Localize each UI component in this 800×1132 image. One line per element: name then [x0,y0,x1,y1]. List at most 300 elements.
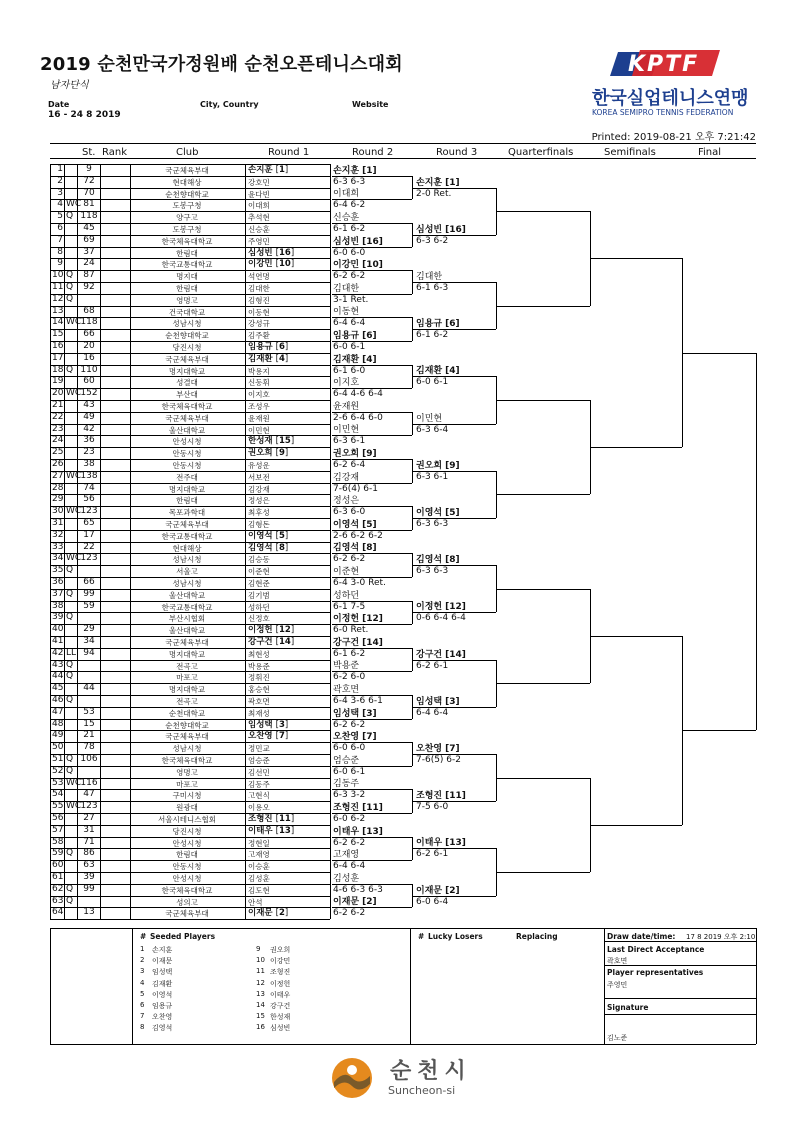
player-name [248,908,288,919]
player-name-text: 정휘진 [248,673,270,683]
round3-score: 6-3 6-3 [416,566,449,577]
seed-name: 오찬영 [152,1013,173,1022]
round2-winner-seed: 4 [366,354,373,365]
player-name [248,696,270,707]
player-seed-bracket-close: ] [284,165,289,175]
round3-winner [416,272,442,282]
seed-number: 3 [140,967,145,976]
round3-winner-seed: 9 [449,460,456,471]
row-number: 38 [52,600,64,611]
row-number: 23 [52,423,64,434]
round2-winner-name: 곽호면 [333,685,360,695]
row-number: 53 [52,777,64,788]
player-name [248,507,270,518]
round3-winner-seed: 11 [449,791,462,802]
date-label: Date [48,100,70,109]
draw-row-rule [50,294,330,295]
player-row [0,211,800,223]
round2-score: 6-0 Ret. [333,625,369,636]
round2-winner-seed: 6 [366,331,373,341]
player-name-text: 권오희 [248,448,273,459]
round2-winner-seed-close: ] [372,354,377,365]
draw-row-rule [50,435,330,436]
round2-score: 6-4 6-4 [333,318,366,329]
player-club: 안성시청 [172,838,202,848]
player-seed-bracket-close: ] [290,625,295,636]
draw-row-rule [50,719,330,720]
round2-winner [333,732,377,742]
draw-row-rule [50,896,330,897]
player-name [248,377,270,388]
player-rank: 17 [83,529,95,540]
seed-number: 12 [256,978,265,987]
player-name-text: 추석현 [248,213,270,223]
col-header-round1: Round 1 [268,147,310,158]
round3-winner-name: 오찬영 [416,744,443,754]
player-name [248,318,270,329]
player-row [0,424,800,436]
round3-line [412,518,496,519]
player-club: 전주대 [176,472,198,482]
city-label: City, Country [200,100,259,109]
player-rank: 65 [83,518,95,528]
round2-winner-seed: 5 [366,519,373,530]
round3-winner [416,886,460,896]
player-rank: 106 [80,754,98,764]
player-rank: 63 [83,860,95,871]
round2-line [332,860,412,861]
player-seed-bracket-close: ] [290,436,295,447]
round2-winner [333,803,383,813]
draw-row-rule [50,306,330,307]
round3-winner-seed-close: ] [461,791,466,802]
player-rank: 20 [83,341,95,351]
player-row [0,247,800,259]
player-rank: 123 [80,506,98,517]
player-seed-bracket-close: ] [284,342,289,352]
final-line [682,730,756,731]
player-rank: 69 [83,234,95,245]
seed-name: 이정헌 [270,979,291,988]
round2-score: 6-2 6-2 [333,271,366,282]
round2-winner [333,850,359,860]
player-name-text: 이승훈 [248,862,270,872]
player-row [0,542,800,554]
row-number: 24 [52,435,64,446]
player-row [0,860,800,872]
player-club: 당진시청 [172,343,202,352]
player-seed: 8 [278,542,285,553]
round3-winner-name: 손지훈 [416,177,443,188]
round2-winner [333,331,377,341]
player-name [248,873,270,884]
seed-name: 김영석 [152,1024,173,1033]
round3-winner-seed-close: ] [455,555,460,566]
round3-winner-seed-open: [ [445,744,450,754]
player-row [0,188,800,200]
entry-status: Q [66,883,74,894]
seed-number: 8 [140,1023,145,1032]
player-row [0,813,800,825]
entry-status: Q [66,588,74,599]
round3-winner-name: 강구건 [416,649,443,660]
round2-line [332,884,412,885]
round3-line [412,801,496,802]
round2-winner-name: 이동현 [333,307,360,318]
round3-winner-seed-close: ] [455,319,460,330]
round2-line [332,388,412,389]
round2-winner-seed: 9 [366,449,373,459]
round2-winner [333,567,359,577]
draw-row-rule [50,506,330,507]
player-club: 마포고 [176,779,198,789]
round2-winner-name: 정성은 [333,496,360,507]
quarterfinal-line [496,872,590,873]
player-row [0,376,800,388]
player-name [248,802,270,813]
player-club: 성남시청 [172,319,202,329]
round3-winner-name: 김영석 [416,555,443,566]
round2-score: 6-2 6-4 [333,460,366,470]
player-club: 원광대 [176,803,198,813]
draw-row-rule [50,329,330,330]
player-row [0,223,800,235]
player-name-text: 이용오 [248,803,270,813]
round3-winner-seed-open: [ [445,224,450,235]
player-row [0,176,800,188]
round2-score: 2-6 6-2 6-2 [333,530,383,541]
round3-winner-name: 권오희 [416,460,443,471]
round2-winner [333,473,359,483]
seed-number: 11 [256,967,265,976]
player-club: 안동시청 [172,449,202,459]
seed-name: 김재환 [152,979,173,988]
player-rank: 123 [80,553,98,564]
footer-divider-2 [410,928,411,1044]
row-number: 2 [57,175,63,186]
round2-winner [333,166,377,176]
round3-winner-seed-close: ] [455,460,460,471]
player-rank: 21 [83,730,95,741]
entry-status: WC [66,317,82,328]
round3-winner [416,602,466,612]
seed-number: 16 [256,1023,265,1032]
round2-winner-seed: 14 [366,637,379,648]
player-name-text: 김형돈 [248,520,270,529]
seed-name: 한성재 [270,1013,291,1022]
footer-bottom-rule [50,1044,756,1045]
row-number: 13 [52,305,64,316]
round3-line [412,565,496,566]
draw-row-rule [50,872,330,873]
round3-winner-seed: 16 [449,224,462,235]
round2-line [332,624,412,625]
round2-winner-seed-close: ] [372,897,377,908]
player-seed: 9 [278,448,285,459]
header-bottom-rule [50,158,756,159]
player-name-text: 이동현 [248,307,270,317]
player-rank: 99 [83,883,95,894]
player-rank: 45 [83,223,95,233]
round2-line [332,176,412,177]
player-name-text: 김승동 [248,555,270,565]
player-club: 한국체육대학교 [161,402,213,411]
player-name-text: 한성재 [248,436,273,447]
round3-score: 6-1 6-3 [416,283,449,293]
col-header-semifinals: Semifinals [604,147,656,158]
round2-score: 3-1 Ret. [333,294,369,305]
player-rank: 70 [83,187,95,198]
round2-score: 6-4 4-6 6-4 [333,389,383,400]
player-seed-bracket-close: ] [290,247,295,258]
footer-divider-1 [132,928,133,1044]
final-line [682,353,756,354]
round3-winner-seed: 1 [449,177,456,188]
row-number: 52 [52,765,64,776]
round2-winner [333,449,377,459]
player-club: 구미시청 [172,791,202,801]
player-name [248,885,270,896]
round3-winner [416,178,460,188]
round2-winner-name: 고재영 [333,850,360,861]
player-club: 안동시청 [172,461,202,470]
player-name [248,495,270,506]
round3-line [412,282,496,283]
round3-winner-name: 이민현 [416,413,443,424]
player-row [0,742,800,754]
player-name-text: 강호민 [248,177,270,187]
draw-row-rule [50,223,330,224]
player-name [248,189,270,200]
player-rank: 87 [83,270,95,281]
seed-name: 이강민 [270,957,291,966]
player-club: 전곡고 [176,661,198,671]
suncheon-city-logo [330,1056,490,1100]
player-row [0,825,800,837]
round3-winner-name: 조형진 [416,791,443,802]
draw-row-rule [50,518,330,519]
player-club: 목포과학대 [168,508,206,518]
round3-winner-seed-close: ] [461,602,466,613]
player-seed-bracket-open: [ [275,342,279,352]
player-name [248,436,294,447]
round3-line [412,424,496,425]
round2-winner-name: 임용규 [333,331,360,341]
row-number: 55 [52,801,64,812]
player-seed-bracket-open: [ [275,637,279,647]
player-club: 순천대학교 [168,708,206,718]
player-row [0,164,800,176]
draw-row-rule [50,742,330,743]
round2-winner [333,520,377,530]
entry-status: Q [66,270,74,281]
player-name [248,779,270,790]
player-rank: 86 [83,848,95,859]
player-row [0,518,800,530]
entry-status: Q [66,612,74,623]
round2-score: 6-0 6-2 [333,814,366,824]
player-row [0,778,800,790]
player-name-text: 최현성 [248,649,270,659]
round3-line [412,707,496,708]
entry-status: Q [66,211,74,222]
player-name-text: 이정헌 [248,625,273,636]
round3-line [412,754,496,755]
player-row [0,553,800,565]
player-row [0,872,800,884]
draw-row-rule [50,388,330,389]
player-row [0,683,800,695]
draw-row-rule [50,754,330,755]
draw-row-rule [50,164,330,165]
player-name-text: 최후성 [248,508,270,518]
round2-winner-seed-close: ] [378,236,383,247]
player-rank: 56 [83,494,95,505]
round2-score: 7-6(4) 6-1 [333,483,379,494]
draw-row-rule [50,400,330,401]
seed-number: 7 [140,1012,145,1021]
draw-row-rule [50,624,330,625]
round2-winner-seed-open: [ [362,449,367,459]
player-club: 한국체육대학교 [161,236,213,246]
player-name-text: 조형진 [248,814,273,824]
round2-winner [333,237,383,247]
player-name [248,743,270,754]
player-club: 명지대학교 [168,685,206,695]
player-seed-bracket-open: [ [275,825,279,836]
round2-winner-seed: 13 [366,826,379,837]
row-number: 35 [52,565,64,576]
round2-winner-seed: 11 [366,803,379,813]
round2-score: 2-6 6-4 6-0 [333,412,383,423]
round3-winner [416,650,466,660]
player-representatives-value: 주영민 [607,981,628,989]
round3-winner-seed-close: ] [455,885,460,896]
round2-winner-name: 이준현 [333,567,360,577]
player-rank: 59 [83,600,95,611]
player-seed-bracket-open: [ [275,731,279,742]
footer-rule-sig [604,1014,756,1015]
player-rank: 13 [83,907,95,918]
player-club: 명지대학교 [168,366,206,376]
player-rank: 94 [83,647,95,658]
player-name [248,271,270,282]
player-seed: 1 [278,165,285,175]
player-name [248,720,288,731]
round2-winner-seed-close: ] [378,637,383,648]
player-rank: 66 [83,577,95,587]
player-row [0,447,800,459]
round2-winner-name: 조형진 [333,803,360,813]
draw-row-rule [50,176,330,177]
player-seed-bracket-open: [ [275,530,279,541]
player-seed: 6 [278,342,285,352]
round3-winner [416,838,466,848]
seeded-hash: # [140,932,147,941]
player-row [0,695,800,707]
player-name-text: 서보전 [248,472,270,482]
player-name [248,684,270,695]
player-club: 부산시협회 [168,614,206,624]
col-header-round2: Round 2 [352,147,394,158]
round2-winner-name: 김대한 [333,283,360,294]
round3-winner-name: 이영석 [416,508,443,518]
draw-row-rule [50,341,330,342]
round2-winner-name: 박용준 [333,661,360,672]
player-club: 성남시청 [172,744,202,754]
player-name [248,649,270,660]
round3-score: 7-6(5) 6-2 [416,755,462,765]
round2-score: 6-2 6-2 [333,554,366,565]
player-name-text: 김영석 [248,542,273,553]
player-seed-bracket-open: [ [275,908,279,919]
round2-score: 6-3 6-3 [333,176,366,187]
player-club: 국군체육부대 [165,166,209,175]
player-name [248,177,270,188]
player-name [248,295,270,306]
round2-winner-name: 김동주 [333,779,360,790]
player-name-text: 이준현 [248,567,270,577]
row-number: 9 [57,258,63,269]
player-row [0,412,800,424]
round3-winner-seed: 5 [449,508,456,518]
quarterfinal-line [496,211,590,212]
player-row [0,671,800,683]
player-club: 마포고 [176,673,198,683]
player-name-text: 주영민 [248,236,270,246]
row-number: 59 [52,848,64,859]
round2-score: 6-0 6-1 [333,342,366,352]
entry-status: Q [66,765,74,776]
player-seed-bracket-close: ] [290,825,295,836]
round3-winner-name: 이재문 [416,885,443,896]
player-name [248,861,270,872]
footer-left-rule [50,928,51,1044]
footer-divider-3 [604,928,605,1044]
draw-row-rule [50,553,330,554]
round2-line [332,294,412,295]
player-name-text: 김기범 [248,590,270,600]
player-seed: 2 [278,908,285,919]
round2-score: 6-0 6-1 [333,766,366,777]
round3-winner-seed-open: [ [445,177,450,188]
round3-winner-seed-open: [ [445,508,450,518]
round2-winner-seed-open: [ [362,826,367,837]
last-direct-acceptance-label: Last Direct Acceptance [607,945,705,954]
round3-winner-seed-open: [ [445,885,450,896]
draw-date-value: 17 8 2019 오후 2:10 [686,933,756,941]
player-row [0,306,800,318]
row-number: 30 [52,506,64,517]
player-rank: 118 [80,317,98,328]
round2-winner-seed-open: [ [362,897,367,908]
player-rank: 99 [83,588,95,599]
round3-winner-seed-close: ] [455,177,460,188]
player-name-text: 유성운 [248,461,270,470]
player-seed-bracket-open: [ [275,625,279,636]
entry-status: WC [66,553,82,564]
draw-row-rule [50,778,330,779]
round2-winner-name: 신승훈 [333,213,360,223]
player-rank: 72 [83,175,95,186]
player-name-text: 김선민 [248,767,270,777]
round2-score: 6-1 6-0 [333,365,366,376]
draw-date-label: Draw date/time: [607,932,676,941]
lucky-losers-title: Lucky Losers [428,932,483,941]
round2-winner [333,614,383,624]
player-name-text: 안석 [248,897,263,907]
round2-winner [333,756,359,766]
